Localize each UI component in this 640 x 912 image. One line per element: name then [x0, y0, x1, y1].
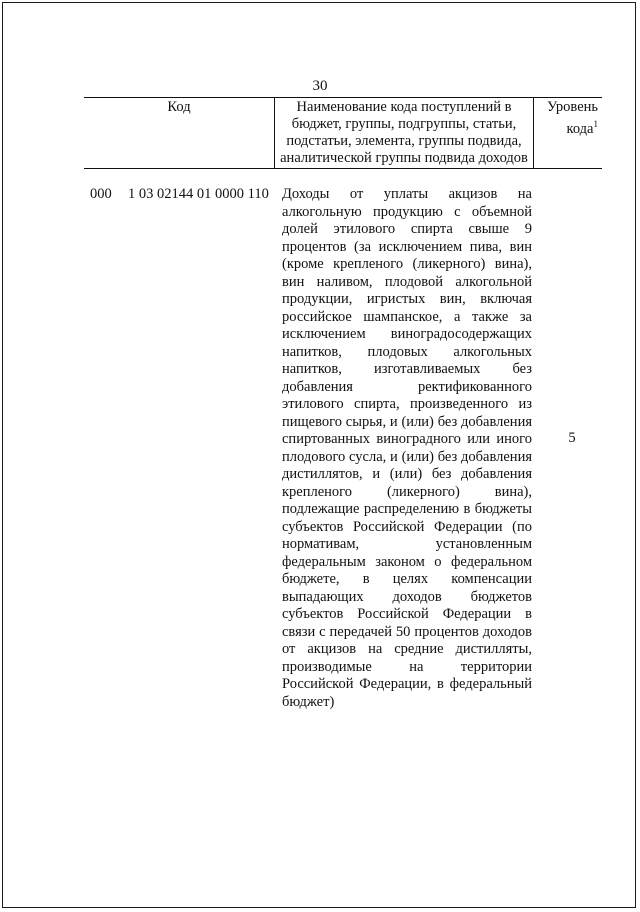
header-level-label: Уровень кода — [546, 99, 598, 137]
admin-code: 000 — [90, 186, 112, 202]
header-code: Код — [84, 98, 275, 169]
header-name: Наименование кода поступлений в бюджет, группы, подгруппы, статьи, подстатьи, элемента, группы подвида, аналитической группы подвида доходов — [275, 98, 534, 169]
page-number: 30 — [312, 78, 328, 94]
header-table — [84, 97, 602, 169]
code-level: 5 — [568, 430, 576, 446]
budget-code: 1 03 02144 01 0000 110 — [128, 186, 269, 202]
header-level — [534, 98, 603, 169]
income-description: Доходы от уплаты акцизов на алкогольную продукцию с объемной долей этилового спирта свыше 9 процентов (за исключением пива, вин (кроме крепленого (ликерного) вина), вин наливом, плодовой алкогольной продукции, игристых вин, включая российское шампанское, а также за исключением виноградосодержащих напитков, плодовых алкогольных напитков, изготавливаемых без добавления ректификованного этилового спирта, произведенного из пищевого сырья, и (или) без добавления спиртованных виноградного или иного плодового сусла, и (или) без добавления дистиллятов, и (или) без добавления крепленого (ликерного) вина), подлежащие распределению в бюджеты субъектов Российской Федерации (по нормативам, установленным федеральным законом о федеральном бюджете, в целях компенсации выпадающих доходов бюджетов субъектов Российской Федерации в связи с передачей 50 процентов доходов от акцизов на средние дистилляты, производимые на территории Российской Федерации, в федеральный бюджет) — [282, 186, 532, 710]
header-level-footnote: 1 — [593, 119, 598, 129]
header-row — [84, 98, 602, 169]
